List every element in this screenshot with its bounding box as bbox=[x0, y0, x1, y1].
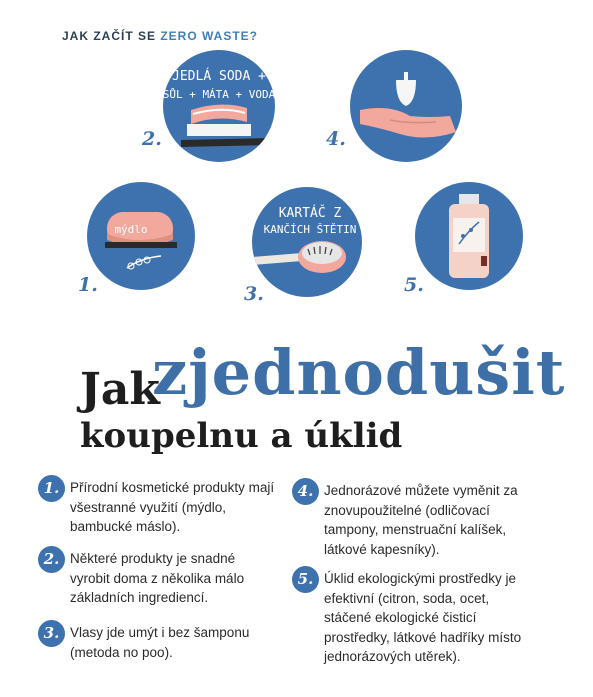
tip-badge-1: 1. bbox=[38, 475, 65, 502]
tip-badge-4: 4. bbox=[292, 478, 319, 505]
tip-text-2: Některé produkty je snadné vyrobit doma z několika málo základních ingrediencí. bbox=[70, 551, 245, 605]
menstrual-cup-illustration bbox=[350, 50, 462, 162]
illustration-number-2: 2. bbox=[142, 128, 162, 150]
tip-badge-2: 2. bbox=[38, 546, 65, 573]
hairbrush-icon bbox=[252, 187, 362, 297]
caption-line2: SŮL + MÁTA + VODA bbox=[163, 88, 275, 101]
toothpaste-illustration bbox=[163, 50, 275, 162]
brush-illustration bbox=[252, 187, 362, 297]
headline-part3: koupelnu a úklid bbox=[80, 416, 403, 456]
tip-badge-5: 5. bbox=[292, 566, 319, 593]
illustration-number-4: 4. bbox=[326, 128, 346, 150]
tip-text-4: Jednorázové můžete vyměnit za znovupoužitelné (odličovací tampony, menstruační kalíšek, látkové kapesníky). bbox=[324, 483, 518, 557]
headline-part1: Jak bbox=[80, 364, 160, 415]
tip-text-3: Vlasy jde umýt i bez šamponu (metoda no poo). bbox=[70, 625, 250, 660]
illustration-number-5: 5. bbox=[404, 274, 424, 296]
soap-label: mýdlo bbox=[114, 223, 148, 236]
illustration-number-3: 3. bbox=[244, 283, 264, 305]
kicker-highlight: ZERO WASTE? bbox=[160, 29, 259, 43]
kicker-prefix: JAK ZAČÍT SE bbox=[62, 29, 161, 43]
soap-icon bbox=[87, 182, 195, 290]
toothbrush-icon bbox=[163, 50, 275, 162]
page-kicker bbox=[62, 29, 258, 43]
tip-text-1: Přírodní kosmetické produkty mají všestranné využití (mýdlo, bambucké máslo). bbox=[70, 480, 275, 534]
brush-caption-line1: KARTÁČ Z bbox=[278, 206, 342, 221]
headline-part2: zjednodušit bbox=[152, 336, 566, 409]
brush-caption-line2: KANČÍCH ŠTĚTIN bbox=[263, 223, 357, 236]
cleaner-bottle-illustration bbox=[415, 182, 523, 290]
soap-illustration bbox=[87, 182, 195, 290]
bottle-icon bbox=[415, 182, 523, 290]
tip-badge-3: 3. bbox=[38, 620, 65, 647]
caption-line1: JEDLÁ SODA + bbox=[172, 69, 266, 84]
hand-cup-icon bbox=[350, 50, 462, 162]
illustration-number-1: 1. bbox=[78, 274, 98, 296]
tip-text-5: Úklid ekologickými prostředky je efektivní (citron, soda, ocet, stáčené ekologické čisticí prostředky, látkové hadříky místo jednorázových utěrek). bbox=[324, 571, 522, 664]
